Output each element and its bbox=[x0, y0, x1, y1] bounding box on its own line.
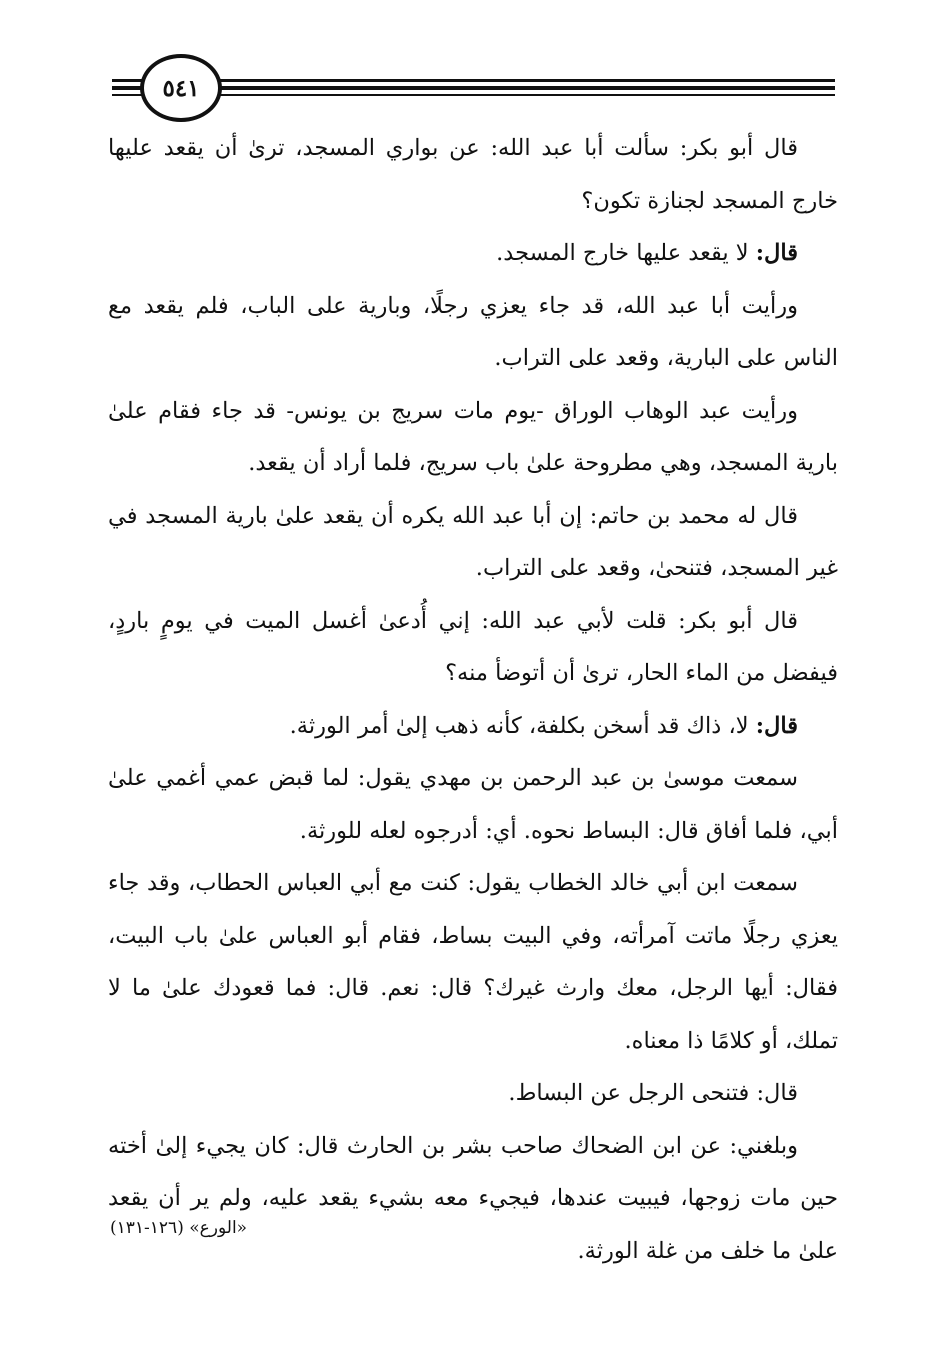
paragraph-text: قال له محمد بن حاتم: إن أبا عبد الله يكره أن يقعد علىٰ بارية المسجد في غير المسجد، فتنحىٰ، وقعد على التراب. bbox=[108, 502, 838, 581]
page-number: ٥٤١ bbox=[140, 54, 222, 122]
paragraph-text: لا، ذاك قد أسخن بكلفة، كأنه ذهب إلىٰ أمر الورثة. bbox=[289, 712, 756, 739]
paragraph-text: ورأيت أبا عبد الله، قد جاء يعزي رجلًا، وبارية على الباب، فلم يقعد مع الناس على البارية، وقعد على التراب. bbox=[108, 292, 838, 371]
page-header bbox=[0, 0, 950, 120]
paragraph bbox=[108, 122, 838, 227]
paragraph-text: قال: فتنحى الرجل عن البساط. bbox=[508, 1080, 798, 1106]
paragraph bbox=[108, 700, 838, 753]
paragraph-text: سمعت موسىٰ بن عبد الرحمن بن مهدي يقول: لما قبض عمي أغمي علىٰ أبي، فلما أفاق قال: البساط نحوه. أي: أدرجوه لعله للورثة. bbox=[108, 765, 838, 844]
paragraph bbox=[108, 1120, 838, 1278]
paragraph bbox=[108, 857, 838, 1067]
paragraph bbox=[108, 280, 838, 385]
paragraph bbox=[108, 385, 838, 490]
paragraph bbox=[108, 490, 838, 595]
paragraph-text: قال أبو بكر: سألت أبا عبد الله: عن بواري المسجد، ترىٰ أن يقعد عليها خارج المسجد لجنازة تكون؟ bbox=[108, 135, 838, 214]
speaker-label: قال: bbox=[755, 712, 798, 739]
paragraph bbox=[108, 752, 838, 857]
speaker-label: قال: bbox=[755, 240, 798, 266]
paragraph-text: لا يقعد عليها خارج المسجد. bbox=[496, 240, 756, 266]
body-text bbox=[108, 122, 838, 1277]
paragraph bbox=[108, 1067, 838, 1120]
paragraph-text: ورأيت عبد الوهاب الوراق -يوم مات سريج بن يونس- قد جاء فقام علىٰ بارية المسجد، وهي مطروحة علىٰ باب سريج، فلما أراد أن يقعد. bbox=[108, 397, 838, 476]
paragraph bbox=[108, 227, 838, 280]
paragraph-text: سمعت ابن أبي خالد الخطاب يقول: كنت مع أبي العباس الحطاب، وقد جاء يعزي رجلًا ماتت آمرأته، وفي البيت بساط، فقام أبو العباس علىٰ باب البيت، فقال: أيها الرجل، معك وارث غيرك؟ قال: نعم. قال: فما قعودك علىٰ ما لا تملك، أو كلامًا ذا معناه. bbox=[108, 870, 838, 1054]
paragraph-text: قال أبو بكر: قلت لأبي عبد الله: إني أُدعىٰ أغسل الميت في يومٍ باردٍ، فيفضل من الماء الحار، ترىٰ أن أتوضأ منه؟ bbox=[108, 607, 838, 686]
paragraph bbox=[108, 595, 838, 700]
source-citation: «الورع» (١٢٦-١٣١) bbox=[110, 1218, 248, 1238]
paragraph-text: وبلغني: عن ابن الضحاك صاحب بشر بن الحارث قال: كان يجيء إلىٰ أخته حين مات زوجها، فيبيت عندها، فيجيء معه بشيء يقعد عليه، ولم ير أن يقعد علىٰ ما خلف من غلة الورثة. bbox=[108, 1132, 838, 1264]
